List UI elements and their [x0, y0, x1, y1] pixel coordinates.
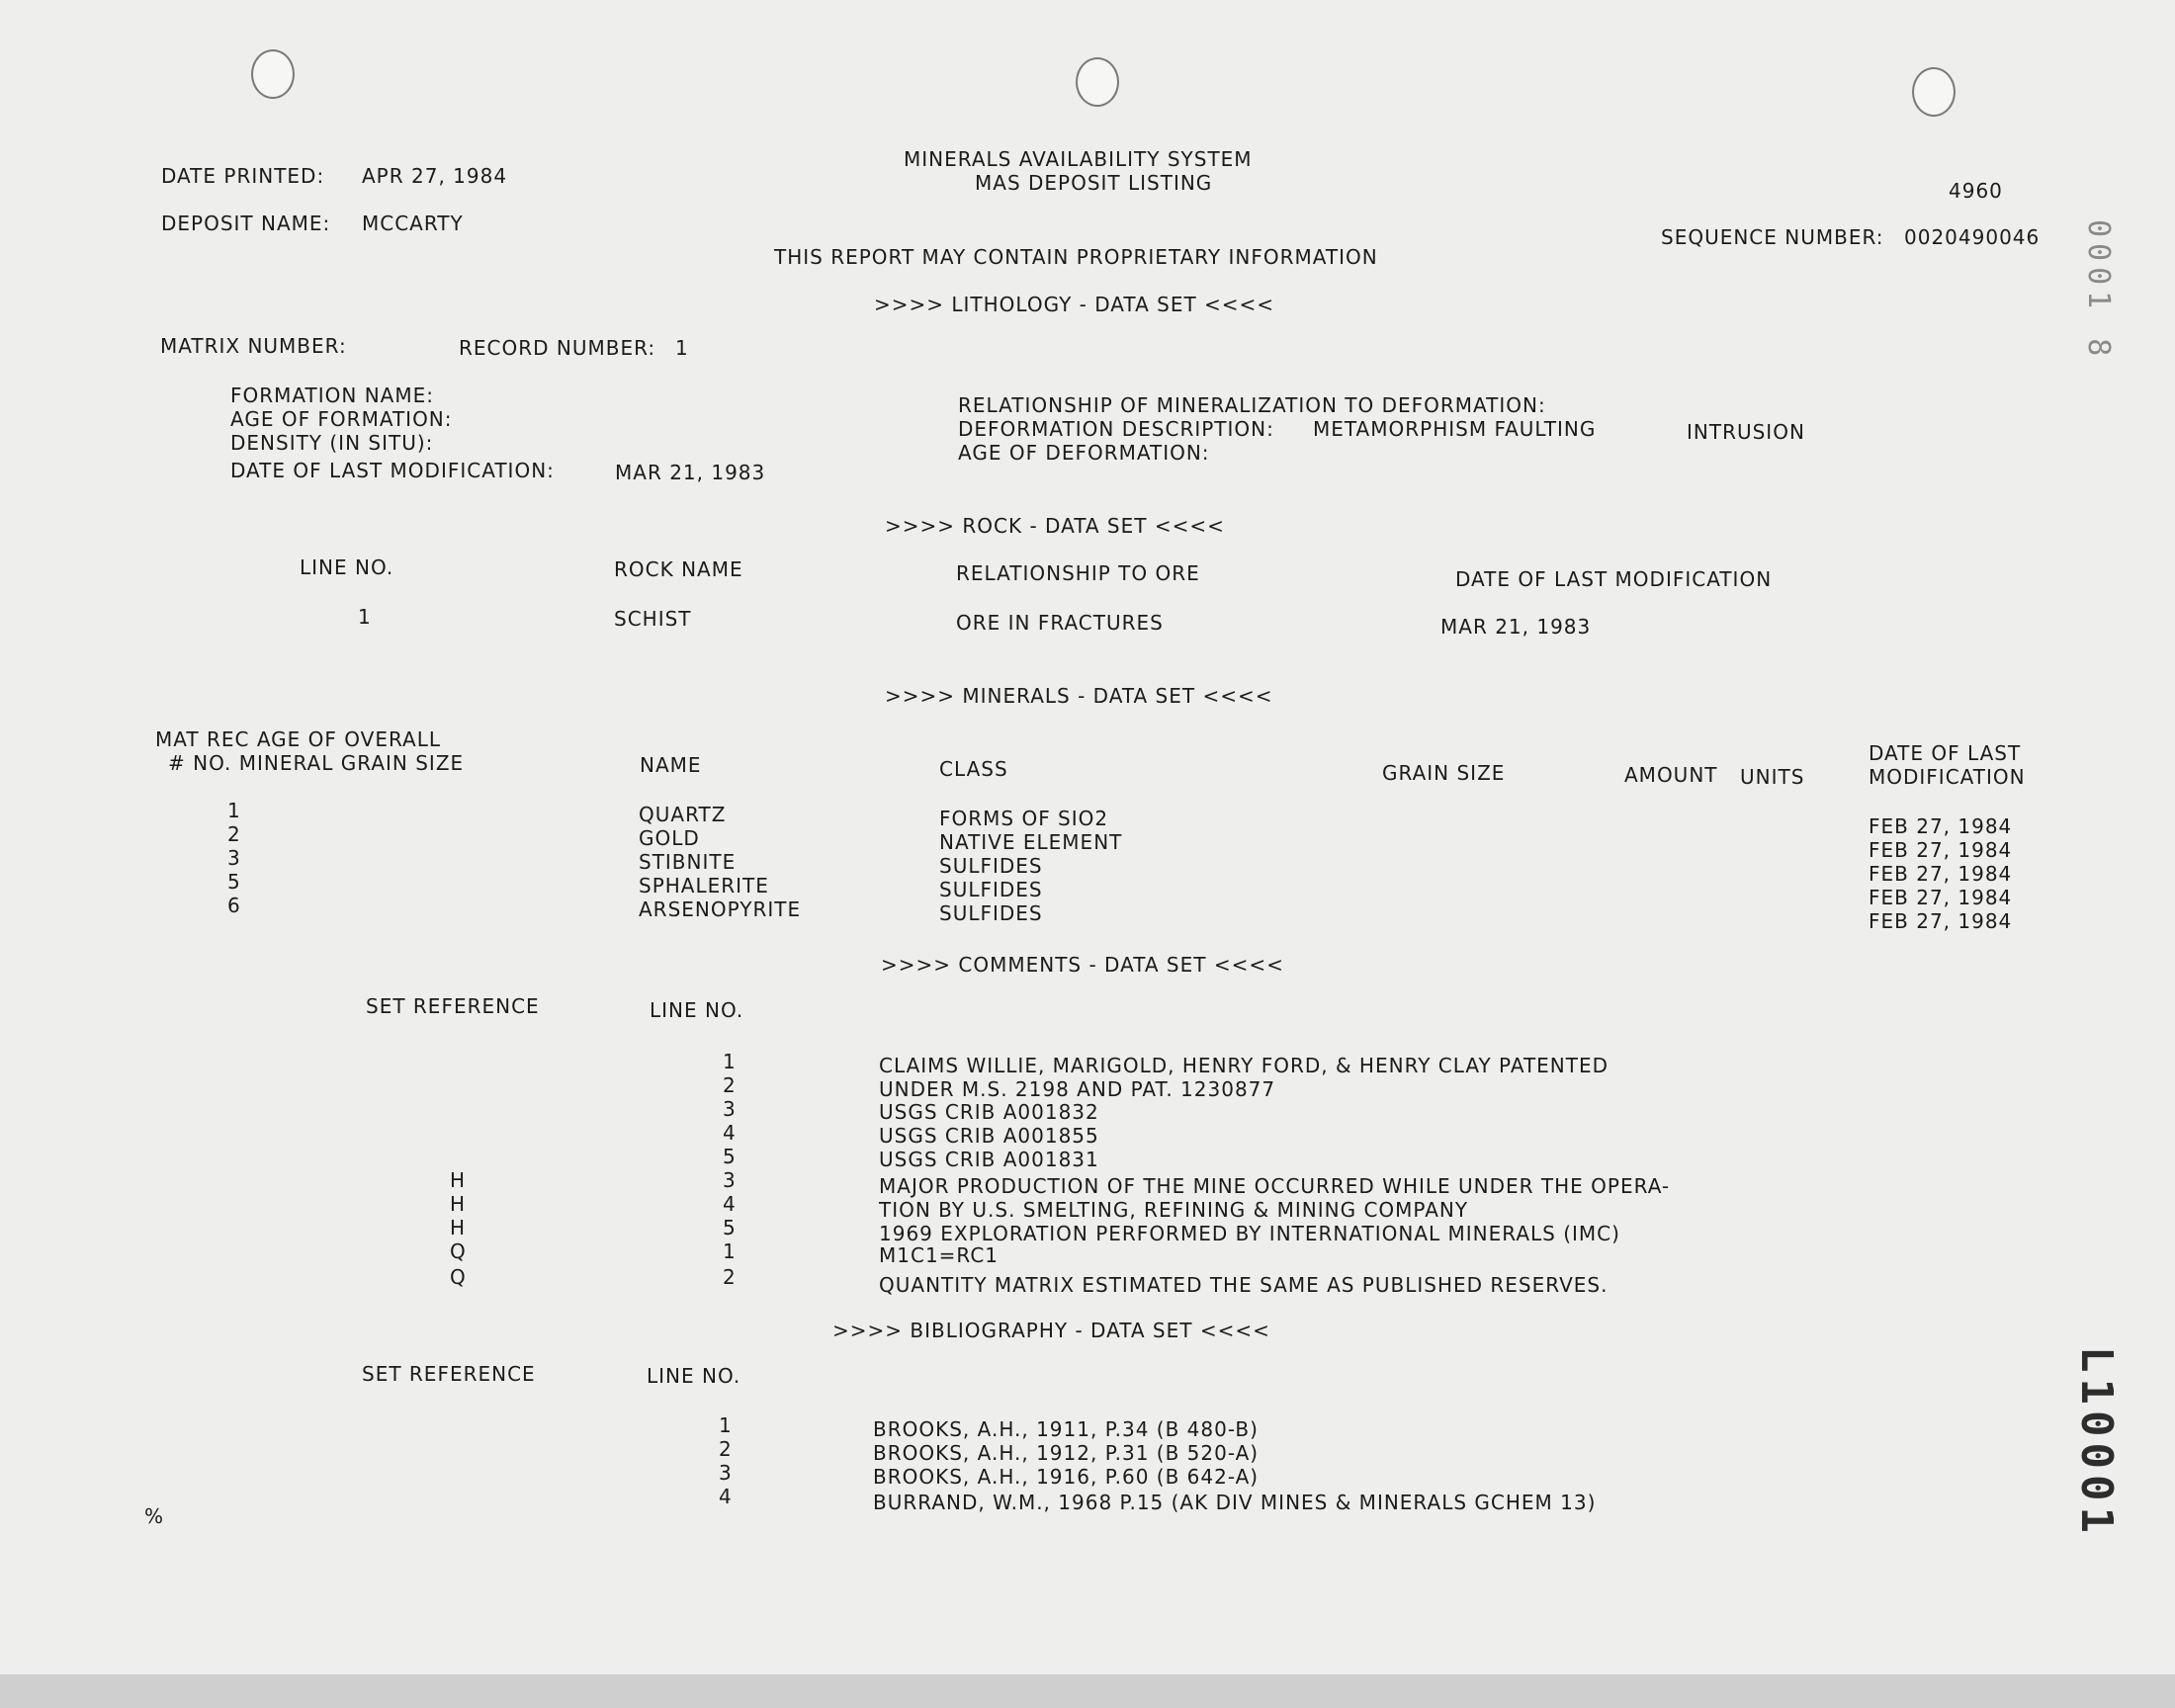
lithology-section-title: >>>> LITHOLOGY - DATA SET <<<< — [874, 293, 1275, 316]
comment-text: TION BY U.S. SMELTING, REFINING & MINING COMPANY — [879, 1198, 1469, 1222]
mineral-rec-no: 3 — [227, 846, 241, 870]
minerals-header-amount: AMOUNT — [1624, 763, 1718, 787]
bibliography-text: BURRAND, W.M., 1968 P.15 (AK DIV MINES & MINERALS GCHEM 13) — [873, 1491, 1597, 1514]
mineral-rec-no: 1 — [227, 799, 241, 822]
comment-line-no: 3 — [723, 1097, 737, 1121]
rock-relationship: ORE IN FRACTURES — [956, 611, 1164, 635]
mineral-rec-no: 6 — [227, 894, 241, 917]
rock-header-line-no: LINE NO. — [300, 555, 394, 579]
minerals-header-date-line2: MODIFICATION — [1869, 765, 2026, 789]
mineral-date-mod: FEB 27, 1984 — [1869, 909, 2013, 933]
date-printed-value: APR 27, 1984 — [362, 164, 508, 188]
mineral-date-mod: FEB 27, 1984 — [1869, 838, 2013, 862]
deformation-description-value: METAMORPHISM FAULTING — [1313, 417, 1597, 441]
comments-header-set-reference: SET REFERENCE — [366, 994, 540, 1018]
bibliography-line-no: 2 — [719, 1437, 733, 1461]
rock-date-mod: MAR 21, 1983 — [1440, 615, 1592, 639]
mineral-class: SULFIDES — [939, 878, 1043, 901]
minerals-header-class: CLASS — [939, 757, 1008, 781]
comment-set-ref: Q — [450, 1265, 467, 1289]
comment-line-no: 4 — [723, 1192, 737, 1216]
comment-text: CLAIMS WILLIE, MARIGOLD, HENRY FORD, & HENRY CLAY PATENTED — [879, 1054, 1610, 1077]
sequence-number-label: SEQUENCE NUMBER: — [1661, 225, 1884, 249]
bibliography-text: BROOKS, A.H., 1911, P.34 (B 480-B) — [873, 1417, 1259, 1441]
mineral-class: NATIVE ELEMENT — [939, 830, 1123, 854]
minerals-header-grain-size: GRAIN SIZE — [1382, 761, 1506, 785]
matrix-number-label: MATRIX NUMBER: — [160, 334, 347, 358]
rock-line-no: 1 — [358, 605, 372, 629]
comment-line-no: 3 — [723, 1168, 737, 1192]
comment-set-ref: Q — [450, 1239, 467, 1263]
mineral-rec-no: 2 — [227, 822, 241, 846]
deformation-description-label: DEFORMATION DESCRIPTION: — [958, 417, 1274, 441]
bibliography-line-no: 4 — [719, 1485, 733, 1508]
mineral-date-mod: FEB 27, 1984 — [1869, 886, 2013, 909]
mineral-name: GOLD — [639, 826, 700, 850]
deformation-description-extra: INTRUSION — [1687, 420, 1805, 444]
bibliography-line-no: 3 — [719, 1461, 733, 1485]
side-stamp-lower: L10001 — [2071, 1346, 2122, 1539]
record-number-label: RECORD NUMBER: — [459, 336, 656, 360]
system-title: MINERALS AVAILABILITY SYSTEM — [904, 147, 1253, 171]
mineral-date-mod: FEB 27, 1984 — [1869, 814, 2013, 838]
minerals-header-units: UNITS — [1740, 765, 1805, 789]
comment-set-ref: H — [450, 1216, 467, 1239]
comment-line-no: 4 — [723, 1121, 737, 1145]
mineral-class: SULFIDES — [939, 854, 1043, 878]
density-label: DENSITY (IN SITU): — [230, 431, 434, 455]
bibliography-line-no: 1 — [719, 1413, 733, 1437]
proprietary-notice: THIS REPORT MAY CONTAIN PROPRIETARY INFORMATION — [774, 245, 1378, 269]
side-stamp-upper: 0001 8 — [2081, 219, 2116, 363]
comment-text: QUANTITY MATRIX ESTIMATED THE SAME AS PUBLISHED RESERVES. — [879, 1273, 1609, 1297]
age-of-deformation-label: AGE OF DEFORMATION: — [958, 441, 1210, 465]
comment-text: M1C1=RC1 — [879, 1243, 1000, 1267]
rock-header-relationship: RELATIONSHIP TO ORE — [956, 561, 1200, 585]
minerals-header-date-line1: DATE OF LAST — [1869, 741, 2022, 765]
lithology-date-mod-label: DATE OF LAST MODIFICATION: — [230, 459, 555, 482]
bibliography-text: BROOKS, A.H., 1912, P.31 (B 520-A) — [873, 1441, 1260, 1465]
punch-hole-center — [1076, 57, 1119, 107]
mineral-date-mod: FEB 27, 1984 — [1869, 862, 2013, 886]
comment-line-no: 5 — [723, 1216, 737, 1239]
comment-line-no: 1 — [723, 1239, 737, 1263]
rock-header-date-mod: DATE OF LAST MODIFICATION — [1455, 567, 1773, 591]
comments-section-title: >>>> COMMENTS - DATA SET <<<< — [881, 953, 1284, 977]
date-printed-label: DATE PRINTED: — [161, 164, 325, 188]
comment-line-no: 1 — [723, 1050, 737, 1073]
minerals-header-name: NAME — [640, 753, 702, 777]
minerals-header-col1-line2: # NO. MINERAL GRAIN SIZE — [168, 751, 465, 775]
rock-header-rock-name: ROCK NAME — [614, 557, 743, 581]
mineral-name: SPHALERITE — [639, 874, 769, 897]
mineral-class: SULFIDES — [939, 901, 1043, 925]
bibliography-text: BROOKS, A.H., 1916, P.60 (B 642-A) — [873, 1465, 1260, 1489]
comment-text: USGS CRIB A001831 — [879, 1148, 1099, 1171]
deposit-name-value: MCCARTY — [362, 212, 464, 235]
footer-mark: % — [144, 1504, 165, 1528]
bibliography-header-line-no: LINE NO. — [647, 1364, 741, 1388]
mineral-name: QUARTZ — [639, 803, 727, 826]
comment-text: MAJOR PRODUCTION OF THE MINE OCCURRED WHILE UNDER THE OPERA- — [879, 1174, 1671, 1198]
comment-set-ref: H — [450, 1192, 467, 1216]
punch-hole-left — [251, 49, 295, 99]
mineral-name: ARSENOPYRITE — [639, 897, 802, 921]
comment-line-no: 2 — [723, 1073, 737, 1097]
minerals-section-title: >>>> MINERALS - DATA SET <<<< — [885, 684, 1273, 708]
rock-name: SCHIST — [614, 607, 692, 631]
comment-line-no: 2 — [723, 1265, 737, 1289]
comments-header-line-no: LINE NO. — [650, 998, 744, 1022]
punch-hole-right — [1912, 67, 1956, 117]
minerals-header-col1-line1: MAT REC AGE OF OVERALL — [155, 727, 442, 751]
sequence-number-value: 0020490046 — [1904, 225, 2041, 249]
bibliography-section-title: >>>> BIBLIOGRAPHY - DATA SET <<<< — [832, 1319, 1270, 1342]
mineral-class: FORMS OF SIO2 — [939, 807, 1109, 830]
comment-text: UNDER M.S. 2198 AND PAT. 1230877 — [879, 1077, 1276, 1101]
listing-title: MAS DEPOSIT LISTING — [975, 171, 1213, 195]
mineral-rec-no: 5 — [227, 870, 241, 894]
comment-text: USGS CRIB A001832 — [879, 1100, 1099, 1124]
record-number-value: 1 — [675, 336, 689, 360]
formation-name-label: FORMATION NAME: — [230, 384, 434, 407]
rock-section-title: >>>> ROCK - DATA SET <<<< — [885, 514, 1225, 538]
page-code: 4960 — [1949, 179, 2003, 203]
comment-line-no: 5 — [723, 1145, 737, 1168]
comment-text: 1969 EXPLORATION PERFORMED BY INTERNATIONAL MINERALS (IMC) — [879, 1222, 1620, 1245]
mineral-name: STIBNITE — [639, 850, 737, 874]
comment-text: USGS CRIB A001855 — [879, 1124, 1099, 1148]
lithology-date-mod-value: MAR 21, 1983 — [615, 461, 766, 484]
age-of-formation-label: AGE OF FORMATION: — [230, 407, 453, 431]
relationship-to-deformation-label: RELATIONSHIP OF MINERALIZATION TO DEFORMATION: — [958, 393, 1546, 417]
deposit-name-label: DEPOSIT NAME: — [161, 212, 331, 235]
comment-set-ref: H — [450, 1168, 467, 1192]
bibliography-header-set-reference: SET REFERENCE — [362, 1362, 536, 1386]
